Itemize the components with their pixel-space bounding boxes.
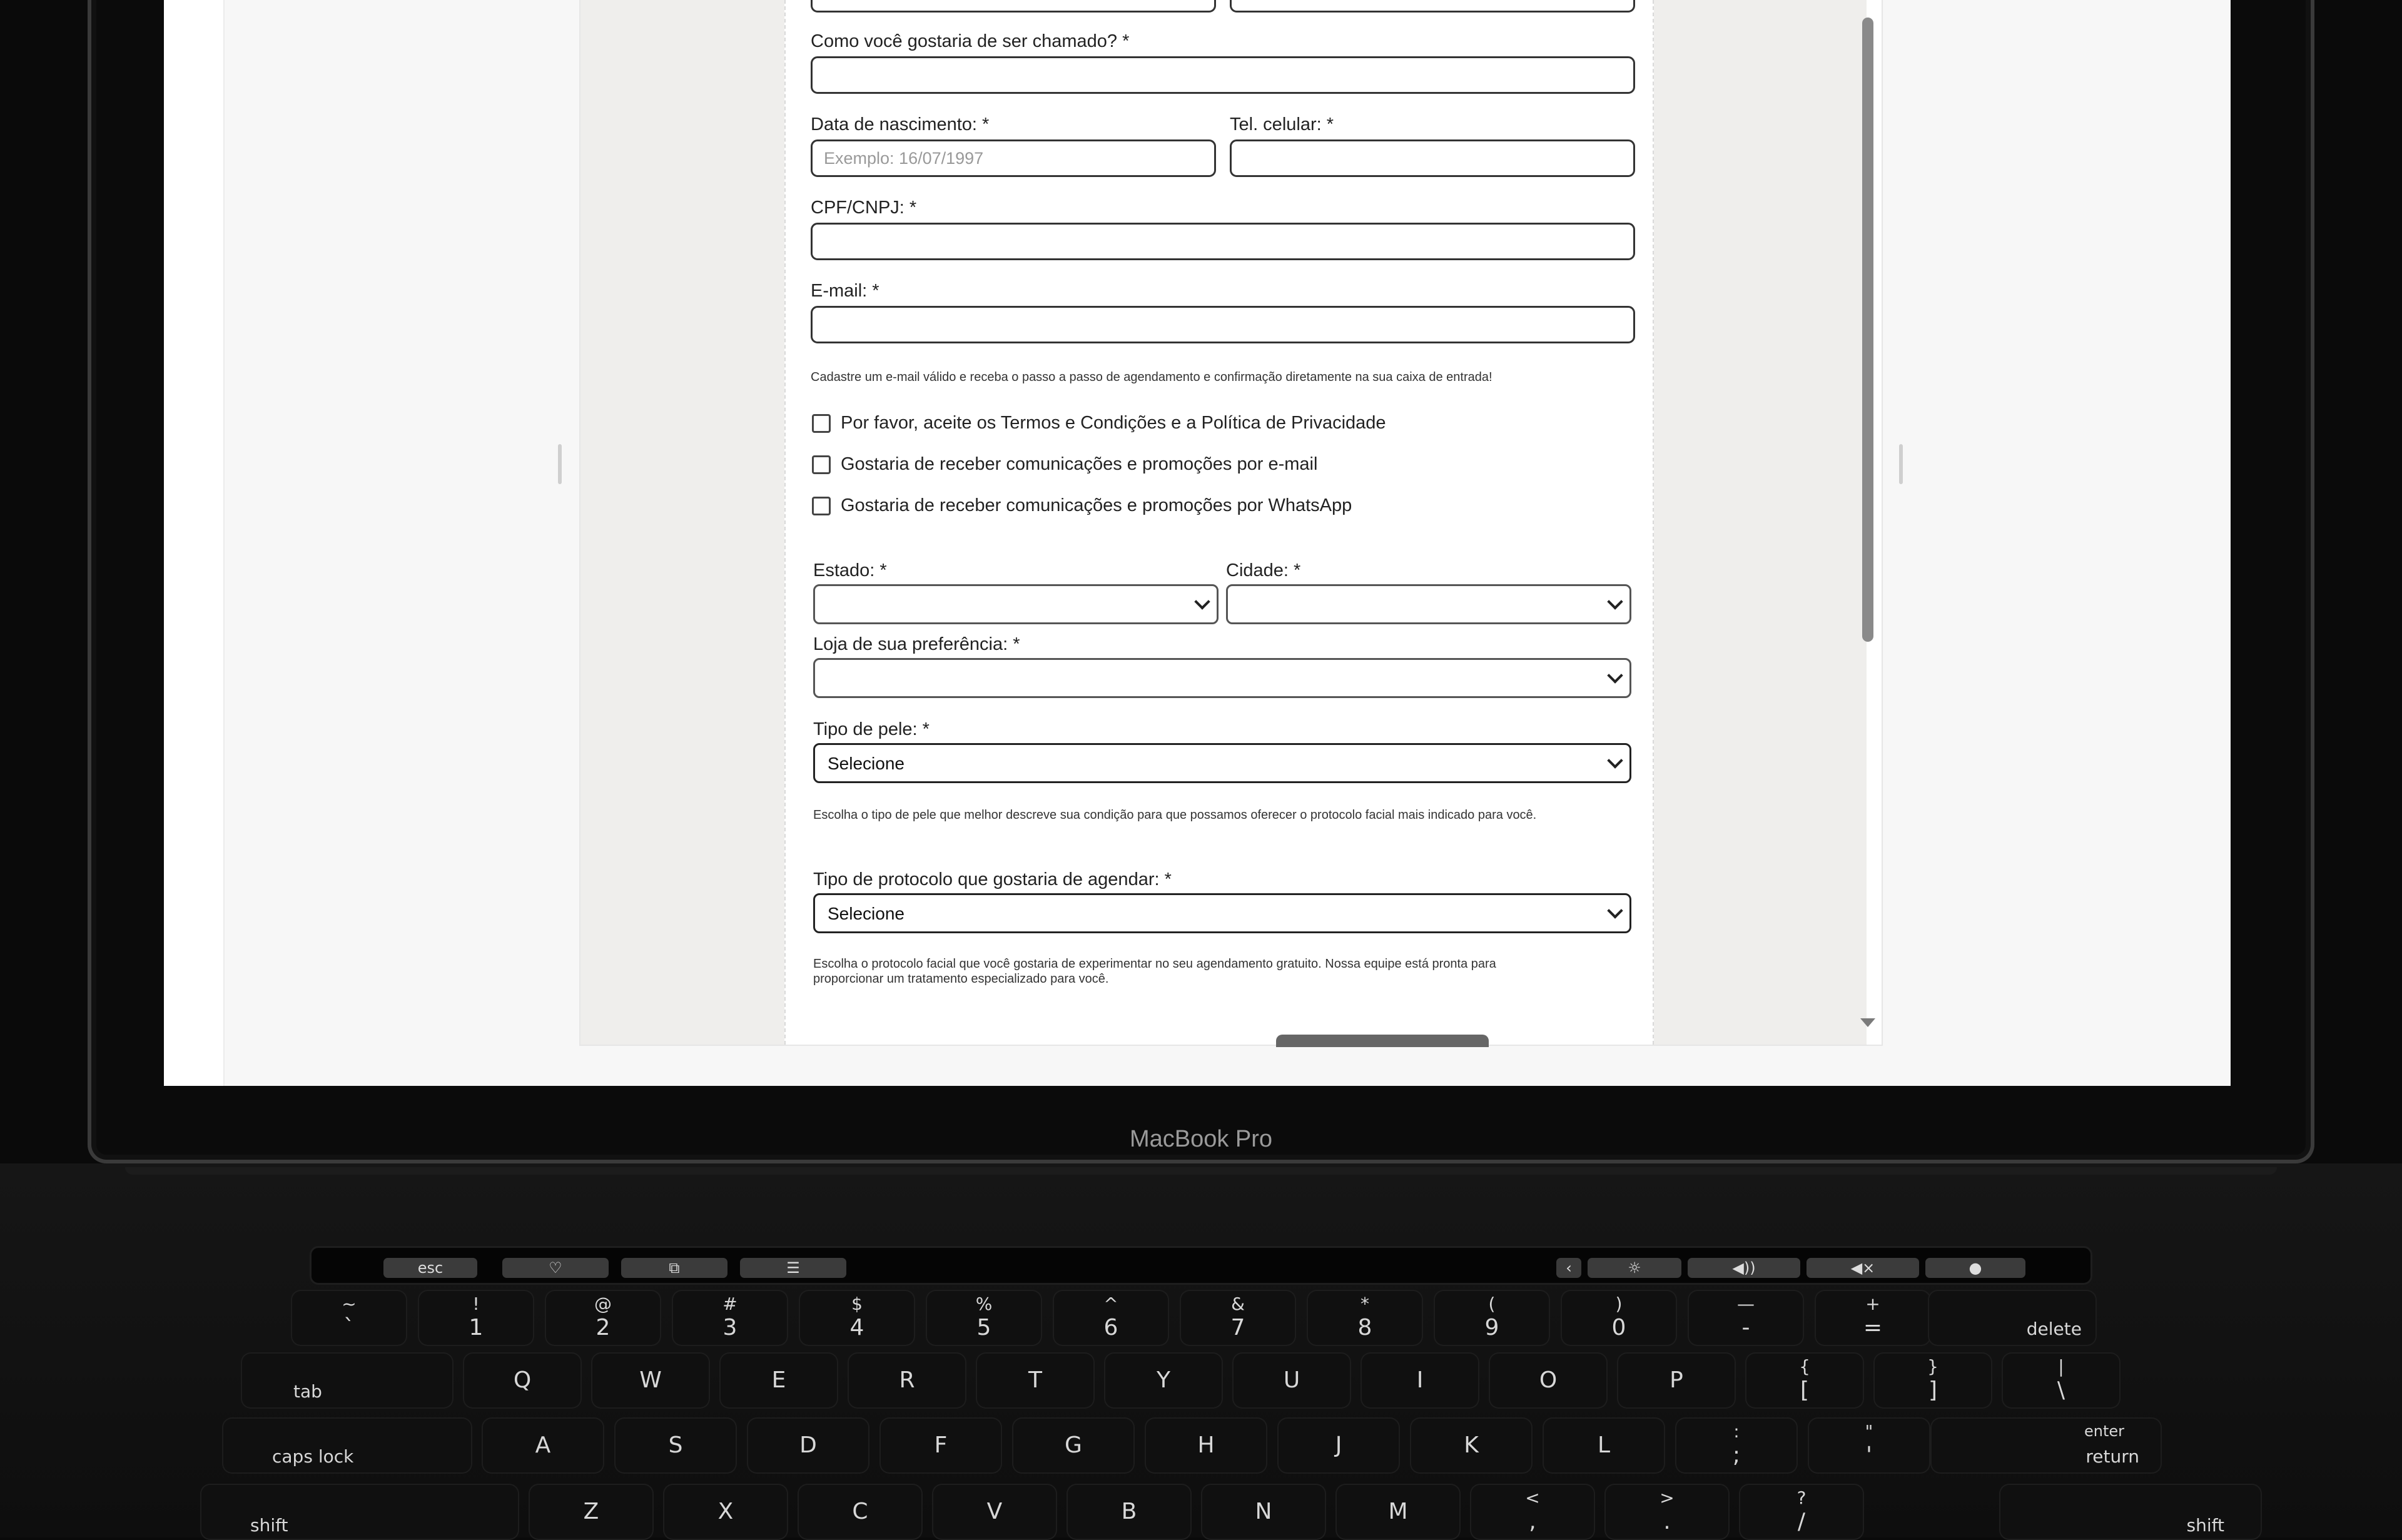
- key-num-1[interactable]: [418, 1290, 534, 1346]
- key-num-6-glyph: 6: [1103, 1315, 1118, 1340]
- skin-type-select[interactable]: [813, 743, 1631, 783]
- state-label: Estado: *: [813, 560, 887, 580]
- last-name-field[interactable]: [1230, 0, 1635, 13]
- key-num-9-shift-glyph: (: [1488, 1294, 1496, 1314]
- registration-form: [784, 0, 1654, 1045]
- key-num-5-shift-glyph: %: [975, 1294, 993, 1314]
- key-num-9-glyph: 9: [1484, 1315, 1499, 1340]
- email-optin-label: Gostaria de receber comunicações e promoções por e-mail: [841, 454, 1318, 474]
- caps-lock-label: caps lock: [272, 1446, 354, 1467]
- key-num-4-glyph: 4: [849, 1315, 864, 1340]
- key-w-glyph: W: [639, 1367, 662, 1393]
- key-k[interactable]: [1410, 1417, 1533, 1474]
- key-c[interactable]: [798, 1484, 923, 1540]
- resize-handle-left[interactable]: [558, 444, 562, 484]
- nickname-label: Como você gostaria de ser chamado? *: [811, 31, 1130, 51]
- brightness-icon[interactable]: ☼: [1588, 1258, 1681, 1278]
- key-num-7-glyph: 7: [1230, 1315, 1245, 1340]
- mute-icon[interactable]: ◀×: [1807, 1258, 1919, 1278]
- key-z-extra-2-shift-glyph: ?: [1796, 1487, 1807, 1508]
- key-q-extra-0-glyph: [: [1800, 1377, 1810, 1403]
- key-num-0[interactable]: [291, 1290, 407, 1346]
- key-q-extra-1-glyph: ]: [1928, 1377, 1938, 1403]
- key-x[interactable]: [663, 1484, 788, 1540]
- city-select[interactable]: [1226, 584, 1631, 624]
- key-z-extra-1[interactable]: [1604, 1484, 1730, 1540]
- key-m[interactable]: [1335, 1484, 1461, 1540]
- key-o-glyph: O: [1539, 1367, 1558, 1393]
- key-num-6-shift-glyph: ^: [1103, 1294, 1118, 1314]
- skin-type-value: Selecione: [828, 754, 905, 773]
- cpf-label: CPF/CNPJ: *: [811, 198, 917, 218]
- birthdate-field[interactable]: [811, 139, 1216, 177]
- birthdate-label: Data de nascimento: *: [811, 114, 990, 134]
- key-a-extra-1-shift-glyph: ": [1865, 1421, 1873, 1442]
- key-w[interactable]: [591, 1352, 710, 1409]
- enter-label: enter: [2084, 1422, 2124, 1440]
- city-label: Cidade: *: [1226, 560, 1301, 580]
- key-num-5[interactable]: [926, 1290, 1042, 1346]
- key-n-glyph: N: [1255, 1499, 1272, 1524]
- key-x-glyph: X: [717, 1499, 734, 1524]
- key-z-extra-0[interactable]: [1470, 1484, 1595, 1540]
- email-label: E-mail: *: [811, 281, 879, 301]
- key-b[interactable]: [1067, 1484, 1192, 1540]
- key-q[interactable]: [463, 1352, 582, 1409]
- chevron-left-icon[interactable]: ‹: [1556, 1258, 1581, 1278]
- whatsapp-optin-label: Gostaria de receber comunicações e promoções por WhatsApp: [841, 495, 1352, 515]
- key-q-extra-2-shift-glyph: |: [2058, 1356, 2064, 1377]
- resize-handle-right[interactable]: [1899, 444, 1903, 484]
- key-num-12-shift-glyph: +: [1865, 1294, 1880, 1314]
- email-hint: Cadastre um e-mail válido e receba o passo a passo de agendamento e confirmação diretamente na sua caixa de entrada!: [811, 370, 1492, 384]
- key-g[interactable]: [1012, 1417, 1135, 1474]
- key-num-8[interactable]: [1307, 1290, 1423, 1346]
- key-q-extra-2-glyph: \: [2057, 1377, 2065, 1403]
- mobile-label: Tel. celular: *: [1230, 114, 1334, 134]
- key-l-glyph: L: [1597, 1432, 1611, 1458]
- key-num-5-glyph: 5: [976, 1315, 991, 1340]
- delete-key[interactable]: [1928, 1290, 2097, 1346]
- key-z-glyph: Z: [583, 1499, 599, 1524]
- scrollbar-thumb[interactable]: [1862, 18, 1873, 642]
- form-preview-frame: [579, 0, 1883, 1046]
- key-num-3[interactable]: [672, 1290, 788, 1346]
- chevron-down-icon: [1194, 594, 1210, 609]
- scroll-down-arrow[interactable]: [1860, 1018, 1875, 1027]
- shift-right-label: shift: [2186, 1515, 2224, 1536]
- key-num-2[interactable]: [545, 1290, 661, 1346]
- key-a-extra-0-shift-glyph: :: [1733, 1421, 1740, 1442]
- delete-key-label: delete: [2026, 1319, 2082, 1339]
- key-num-8-shift-glyph: *: [1361, 1294, 1369, 1314]
- protocol-value: Selecione: [828, 904, 905, 923]
- tab-key-label: tab: [293, 1381, 322, 1402]
- protocol-hint-line-1: Escolha o protocolo facial que você gostaria de experimentar no seu agendamento gratuito. Nossa equipe está pronta para: [813, 957, 1496, 971]
- key-q-extra-0[interactable]: [1745, 1352, 1864, 1409]
- keyboard-deck: [0, 1163, 2402, 1537]
- key-num-11-glyph: -: [1741, 1315, 1750, 1340]
- key-num-10-shift-glyph: ): [1615, 1294, 1623, 1314]
- key-z-extra-0-glyph: ,: [1529, 1509, 1536, 1534]
- siri-icon[interactable]: ●: [1925, 1258, 2025, 1278]
- key-z-extra-2-glyph: /: [1797, 1509, 1806, 1534]
- key-num-1-glyph: 1: [469, 1315, 484, 1340]
- key-v[interactable]: [932, 1484, 1057, 1540]
- key-num-1-shift-glyph: !: [472, 1294, 480, 1314]
- key-u-glyph: U: [1283, 1367, 1300, 1393]
- key-num-11[interactable]: [1688, 1290, 1804, 1346]
- key-e-glyph: E: [771, 1367, 786, 1393]
- key-f-glyph: F: [934, 1432, 948, 1458]
- sliders-icon[interactable]: ☰: [740, 1258, 846, 1278]
- nickname-field[interactable]: [811, 56, 1635, 94]
- first-name-field[interactable]: [811, 0, 1216, 13]
- key-num-2-shift-glyph: @: [594, 1294, 612, 1314]
- key-num-2-glyph: 2: [595, 1315, 611, 1340]
- frame-background-right: [1651, 0, 1867, 1045]
- key-num-4[interactable]: [799, 1290, 915, 1346]
- key-num-0-glyph: `: [343, 1315, 355, 1340]
- key-num-7[interactable]: [1180, 1290, 1296, 1346]
- key-q-extra-1-shift-glyph: }: [1927, 1356, 1938, 1377]
- store-label: Loja de sua preferência: *: [813, 634, 1020, 654]
- esc-key[interactable]: esc: [383, 1258, 477, 1278]
- key-num-0-shift-glyph: ~: [342, 1294, 357, 1314]
- chevron-down-icon: [1607, 903, 1623, 918]
- key-num-3-shift-glyph: #: [722, 1294, 737, 1314]
- key-r-glyph: R: [899, 1367, 915, 1393]
- device-brand-label: MacBook Pro: [1129, 1126, 1273, 1152]
- key-num-12-glyph: =: [1863, 1315, 1883, 1340]
- key-h[interactable]: [1145, 1417, 1267, 1474]
- return-key[interactable]: [1930, 1417, 2162, 1474]
- protocol-label: Tipo de protocolo que gostaria de agendar: *: [813, 869, 1172, 889]
- key-z-extra-1-glyph: .: [1663, 1509, 1671, 1534]
- return-label: return: [2085, 1446, 2139, 1467]
- volume-icon[interactable]: ◀)): [1688, 1258, 1800, 1278]
- state-select[interactable]: [813, 584, 1219, 624]
- key-d[interactable]: [747, 1417, 869, 1474]
- share-icon[interactable]: ⧉: [621, 1258, 727, 1278]
- key-j[interactable]: [1277, 1417, 1400, 1474]
- key-b-glyph: B: [1121, 1499, 1137, 1524]
- protocol-select[interactable]: [813, 893, 1631, 933]
- skin-type-hint: Escolha o tipo de pele que melhor descreve sua condição para que possamos oferecer o protocolo facial mais indicado para você.: [813, 808, 1537, 822]
- key-k-glyph: K: [1464, 1432, 1479, 1458]
- page-left-margin: [164, 0, 225, 1086]
- store-select[interactable]: [813, 658, 1631, 698]
- key-a-extra-0-glyph: ;: [1732, 1442, 1741, 1468]
- key-q-extra-2[interactable]: [2002, 1352, 2121, 1409]
- key-u[interactable]: [1232, 1352, 1351, 1409]
- screen: [164, 0, 2231, 1086]
- shift-left-label: shift: [250, 1515, 288, 1536]
- terms-checkbox-label: Por favor, aceite os Termos e Condições e a Política de Privacidade: [841, 413, 1386, 433]
- key-c-glyph: C: [852, 1499, 868, 1524]
- key-l[interactable]: [1543, 1417, 1665, 1474]
- key-y[interactable]: [1104, 1352, 1223, 1409]
- key-a[interactable]: [482, 1417, 604, 1474]
- cpf-field[interactable]: [811, 223, 1635, 260]
- key-m-glyph: M: [1388, 1499, 1408, 1524]
- key-j-glyph: J: [1335, 1432, 1342, 1458]
- key-f[interactable]: [879, 1417, 1002, 1474]
- key-i[interactable]: [1361, 1352, 1479, 1409]
- key-q-glyph: Q: [513, 1367, 532, 1393]
- key-num-7-shift-glyph: &: [1231, 1294, 1245, 1314]
- key-e[interactable]: [719, 1352, 838, 1409]
- key-z-extra-2[interactable]: [1739, 1484, 1864, 1540]
- key-s-glyph: S: [668, 1432, 683, 1458]
- email-field[interactable]: [811, 306, 1635, 343]
- frame-background-left: [580, 0, 784, 1045]
- key-q-extra-1[interactable]: [1873, 1352, 1992, 1409]
- key-p-glyph: P: [1670, 1367, 1683, 1393]
- key-num-3-glyph: 3: [722, 1315, 737, 1340]
- touch-bar: [310, 1246, 2092, 1285]
- key-num-12[interactable]: [1815, 1290, 1931, 1346]
- key-t-glyph: T: [1028, 1367, 1042, 1393]
- shift-left-key[interactable]: [200, 1484, 519, 1540]
- birthdate-placeholder: Exemplo: 16/07/1997: [824, 149, 984, 168]
- email-optin-checkbox[interactable]: [812, 455, 831, 474]
- key-t[interactable]: [976, 1352, 1095, 1409]
- key-z[interactable]: [529, 1484, 654, 1540]
- key-num-9[interactable]: [1434, 1290, 1550, 1346]
- chevron-down-icon: [1607, 667, 1623, 683]
- key-z-extra-0-shift-glyph: <: [1525, 1487, 1540, 1508]
- key-y-glyph: Y: [1157, 1367, 1170, 1393]
- protocol-hint-line-2: proporcionar um tratamento especializado para você.: [813, 972, 1109, 986]
- key-r[interactable]: [848, 1352, 966, 1409]
- terms-checkbox[interactable]: [812, 414, 831, 433]
- key-a-extra-1[interactable]: [1808, 1417, 1930, 1474]
- key-num-11-shift-glyph: —: [1737, 1294, 1755, 1314]
- key-num-10-glyph: 0: [1611, 1315, 1626, 1340]
- chevron-down-icon: [1607, 752, 1623, 768]
- submit-button[interactable]: [1276, 1035, 1489, 1047]
- tab-key[interactable]: [241, 1352, 454, 1409]
- key-num-4-shift-glyph: $: [851, 1294, 863, 1314]
- mobile-field[interactable]: [1230, 139, 1635, 177]
- skin-type-label: Tipo de pele: *: [813, 719, 930, 739]
- key-g-glyph: G: [1065, 1432, 1082, 1458]
- key-o[interactable]: [1489, 1352, 1608, 1409]
- caps-lock-key[interactable]: [222, 1417, 472, 1474]
- key-num-6[interactable]: [1053, 1290, 1169, 1346]
- key-num-10[interactable]: [1561, 1290, 1677, 1346]
- heart-icon[interactable]: ♡: [502, 1258, 609, 1278]
- whatsapp-optin-checkbox[interactable]: [812, 497, 831, 515]
- key-s[interactable]: [614, 1417, 737, 1474]
- key-a-extra-1-glyph: ': [1866, 1442, 1872, 1468]
- key-i-glyph: I: [1416, 1367, 1424, 1393]
- key-a-glyph: A: [535, 1432, 551, 1458]
- key-d-glyph: D: [799, 1432, 817, 1458]
- chevron-down-icon: [1607, 594, 1623, 609]
- key-q-extra-0-shift-glyph: {: [1799, 1356, 1810, 1377]
- key-p[interactable]: [1617, 1352, 1736, 1409]
- key-num-8-glyph: 8: [1357, 1315, 1372, 1340]
- key-h-glyph: H: [1197, 1432, 1215, 1458]
- key-a-extra-0[interactable]: [1675, 1417, 1798, 1474]
- key-v-glyph: V: [986, 1499, 1003, 1524]
- key-n[interactable]: [1201, 1484, 1326, 1540]
- key-z-extra-1-shift-glyph: >: [1660, 1487, 1675, 1508]
- hinge: [125, 1167, 2277, 1175]
- shift-right-key[interactable]: [1999, 1484, 2262, 1540]
